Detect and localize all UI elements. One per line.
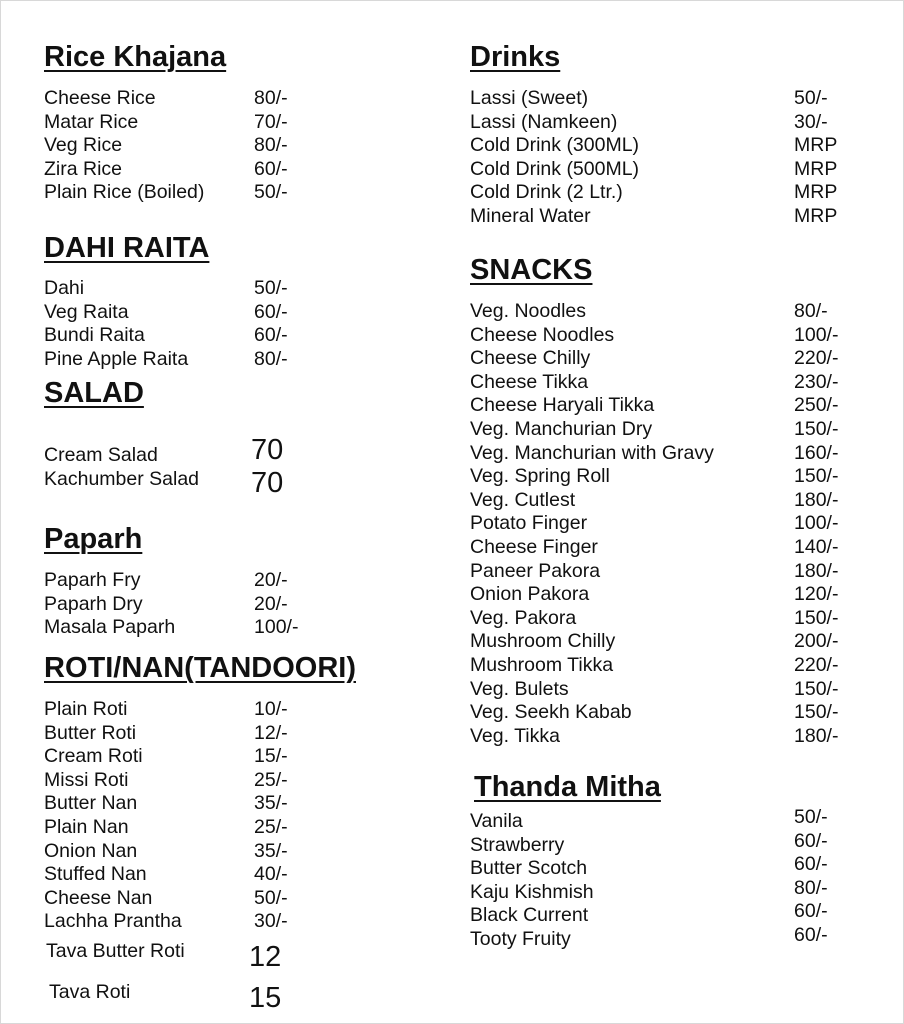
item-price: MRP bbox=[794, 204, 838, 227]
item-name: Veg. Cutlest bbox=[470, 488, 576, 511]
item-name: Veg. Noodles bbox=[470, 300, 587, 322]
item-name: Kaju Kishmish bbox=[470, 880, 594, 903]
item-name: Bundi Raita bbox=[44, 324, 145, 347]
item-price: 15/- bbox=[254, 745, 288, 768]
menu-item bbox=[470, 442, 890, 466]
menu-item bbox=[44, 616, 424, 640]
menu-item bbox=[470, 630, 890, 654]
item-name: Plain Roti bbox=[44, 698, 128, 720]
item-price: 220/- bbox=[794, 347, 839, 370]
section-title: Paparh bbox=[44, 523, 143, 555]
item-price: 70 bbox=[251, 434, 284, 466]
item-price: 50/- bbox=[794, 806, 828, 828]
item-price: MRP bbox=[794, 157, 838, 180]
section-title: ROTI/NAN(TANDOORI) bbox=[44, 652, 356, 684]
menu-item bbox=[470, 158, 890, 182]
menu-item bbox=[470, 324, 890, 348]
item-name: Stuffed Nan bbox=[44, 863, 147, 886]
menu-item bbox=[44, 593, 424, 617]
item-price: 250/- bbox=[794, 394, 839, 417]
section-thanda-mitha bbox=[470, 770, 890, 950]
item-price: 60/- bbox=[794, 829, 828, 852]
menu-item bbox=[470, 418, 890, 442]
item-price: 60/- bbox=[254, 157, 288, 180]
menu-item bbox=[44, 840, 424, 864]
menu-item bbox=[470, 923, 890, 952]
menu-item bbox=[470, 300, 890, 324]
item-name: Paparh Fry bbox=[44, 569, 141, 591]
item-price: 180/- bbox=[794, 559, 839, 582]
item-name: Mushroom Tikka bbox=[470, 653, 614, 676]
item-name: Tava Roti bbox=[49, 980, 131, 1003]
item-name: Veg. Manchurian Dry bbox=[470, 417, 653, 440]
menu-item bbox=[44, 745, 424, 769]
item-name: Cheese Rice bbox=[44, 87, 156, 109]
item-price: 50/- bbox=[794, 87, 828, 109]
item-price: 150/- bbox=[794, 465, 839, 488]
item-name: Paparh Dry bbox=[44, 592, 143, 615]
menu-item bbox=[470, 111, 890, 135]
item-name: Masala Paparh bbox=[44, 616, 176, 639]
section-title: SALAD bbox=[44, 377, 144, 409]
menu-item bbox=[470, 725, 890, 749]
item-name: Missi Roti bbox=[44, 768, 129, 791]
item-price: 160/- bbox=[794, 441, 839, 464]
menu-item bbox=[470, 678, 890, 702]
item-name: Veg. Pakora bbox=[470, 606, 577, 629]
menu-item bbox=[470, 654, 890, 678]
item-price: 40/- bbox=[254, 863, 288, 886]
menu-item bbox=[44, 181, 424, 205]
item-name: Plain Rice (Boiled) bbox=[44, 181, 205, 204]
item-price: 150/- bbox=[794, 701, 839, 724]
menu-item bbox=[44, 87, 424, 111]
item-price: 100/- bbox=[794, 512, 839, 535]
menu-item bbox=[470, 205, 890, 229]
menu-item bbox=[44, 569, 424, 593]
menu-item bbox=[44, 277, 424, 301]
item-name: Butter Nan bbox=[44, 792, 138, 815]
menu-item bbox=[470, 607, 890, 631]
item-price: 150/- bbox=[794, 677, 839, 700]
menu-item bbox=[44, 324, 424, 348]
item-name: Mushroom Chilly bbox=[470, 630, 616, 653]
item-name: Cold Drink (300ML) bbox=[470, 134, 640, 157]
item-name: Onion Pakora bbox=[470, 583, 590, 606]
menu-item bbox=[470, 512, 890, 536]
item-price: 35/- bbox=[254, 839, 288, 862]
item-name: Cheese Noodles bbox=[470, 323, 615, 346]
item-list bbox=[44, 87, 424, 205]
item-price: MRP bbox=[794, 134, 838, 157]
item-name: Plain Nan bbox=[44, 815, 129, 838]
item-price: 230/- bbox=[794, 370, 839, 393]
item-name: Zira Rice bbox=[44, 157, 123, 180]
section-title: Drinks bbox=[470, 41, 561, 73]
item-name: Matar Rice bbox=[44, 110, 139, 133]
menu-item bbox=[44, 975, 424, 1016]
menu-item bbox=[44, 348, 424, 372]
item-price: 60/- bbox=[794, 900, 828, 923]
item-name: Cold Drink (500ML) bbox=[470, 157, 640, 180]
section-paparh bbox=[44, 522, 424, 639]
item-name: Pine Apple Raita bbox=[44, 347, 189, 370]
item-price: 20/- bbox=[254, 592, 288, 615]
item-name: Black Current bbox=[470, 904, 589, 927]
item-name: Dahi bbox=[44, 277, 85, 299]
item-price: 180/- bbox=[794, 488, 839, 511]
item-price: 60/- bbox=[794, 853, 828, 876]
item-price: 80/- bbox=[254, 347, 288, 370]
item-name: Mineral Water bbox=[470, 204, 591, 227]
item-name: Cream Salad bbox=[44, 444, 158, 466]
item-price: MRP bbox=[794, 181, 838, 204]
item-price: 100/- bbox=[254, 616, 299, 639]
item-price: 180/- bbox=[794, 724, 839, 747]
section-title: Rice Khajana bbox=[44, 41, 227, 73]
menu-item bbox=[470, 489, 890, 513]
item-name: Cheese Chilly bbox=[470, 347, 591, 370]
item-list bbox=[44, 698, 424, 1016]
item-price: 70/- bbox=[254, 110, 288, 133]
item-name: Onion Nan bbox=[44, 839, 138, 862]
menu-item bbox=[44, 887, 424, 911]
menu-item bbox=[470, 560, 890, 584]
menu-item bbox=[470, 583, 890, 607]
item-price: 120/- bbox=[794, 583, 839, 606]
item-price: 60/- bbox=[254, 324, 288, 347]
menu-item bbox=[44, 863, 424, 887]
item-name: Veg. Spring Roll bbox=[470, 465, 610, 488]
section-rice bbox=[44, 40, 424, 204]
item-price: 25/- bbox=[254, 768, 288, 791]
item-name: Tooty Fruity bbox=[470, 927, 571, 950]
menu-item bbox=[470, 536, 890, 560]
menu-item bbox=[470, 465, 890, 489]
menu-item bbox=[470, 347, 890, 371]
item-price: 12/- bbox=[254, 721, 288, 744]
menu-item bbox=[44, 698, 424, 722]
section-title: SNACKS bbox=[470, 254, 593, 286]
item-list bbox=[44, 434, 424, 500]
item-name: Cheese Haryali Tikka bbox=[470, 394, 655, 417]
item-price: 30/- bbox=[794, 110, 828, 133]
menu-item bbox=[44, 792, 424, 816]
item-price: 20/- bbox=[254, 569, 288, 591]
section-raita bbox=[44, 231, 424, 370]
menu-item bbox=[44, 301, 424, 325]
section-title: Thanda Mitha bbox=[474, 771, 661, 803]
item-price: 100/- bbox=[794, 323, 839, 346]
item-name: Kachumber Salad bbox=[44, 468, 200, 490]
section-salad bbox=[44, 376, 424, 499]
menu-item bbox=[44, 722, 424, 746]
item-price: 80/- bbox=[254, 134, 288, 157]
item-price: 60/- bbox=[254, 300, 288, 323]
item-name: Lassi (Namkeen) bbox=[470, 110, 618, 133]
section-snacks bbox=[470, 253, 890, 747]
item-price: 35/- bbox=[254, 792, 288, 815]
menu-item bbox=[44, 111, 424, 135]
item-price: 220/- bbox=[794, 653, 839, 676]
menu-item bbox=[44, 816, 424, 840]
item-price: 70 bbox=[251, 467, 284, 499]
item-list bbox=[470, 300, 890, 748]
section-roti bbox=[44, 651, 424, 1014]
item-name: Tava Butter Roti bbox=[46, 939, 185, 962]
item-list bbox=[470, 87, 890, 229]
item-name: Lachha Prantha bbox=[44, 910, 182, 933]
menu-item bbox=[44, 158, 424, 182]
item-name: Veg. Tikka bbox=[470, 724, 560, 747]
item-price: 80/- bbox=[794, 300, 828, 322]
item-name: Lassi (Sweet) bbox=[470, 87, 589, 109]
menu-item bbox=[470, 181, 890, 205]
section-title: DAHI RAITA bbox=[44, 232, 210, 264]
item-list bbox=[44, 277, 424, 371]
item-price: 200/- bbox=[794, 630, 839, 653]
item-price: 25/- bbox=[254, 815, 288, 838]
menu-item bbox=[44, 769, 424, 793]
menu-item bbox=[44, 934, 424, 975]
item-price: 60/- bbox=[794, 923, 828, 946]
menu-item bbox=[44, 467, 424, 500]
item-price: 50/- bbox=[254, 886, 288, 909]
section-drinks bbox=[470, 40, 890, 227]
item-price: 15 bbox=[249, 981, 282, 1014]
item-name: Cheese Nan bbox=[44, 886, 153, 909]
menu-item bbox=[470, 701, 890, 725]
menu-item bbox=[470, 134, 890, 158]
item-name: Potato Finger bbox=[470, 512, 588, 535]
item-price: 140/- bbox=[794, 535, 839, 558]
item-name: Veg. Manchurian with Gravy bbox=[470, 441, 714, 464]
item-name: Veg. Bulets bbox=[470, 677, 569, 700]
item-name: Veg Rice bbox=[44, 134, 123, 157]
item-price: 30/- bbox=[254, 910, 288, 933]
item-name: Cheese Tikka bbox=[470, 370, 589, 393]
item-name: Cold Drink (2 Ltr.) bbox=[470, 181, 623, 204]
item-name: Cheese Finger bbox=[470, 535, 598, 558]
item-list bbox=[470, 806, 890, 952]
menu-item bbox=[44, 134, 424, 158]
item-price: 150/- bbox=[794, 417, 839, 440]
item-name: Strawberry bbox=[470, 833, 565, 856]
item-name: Paneer Pakora bbox=[470, 559, 601, 582]
menu-item bbox=[470, 87, 890, 111]
item-name: Butter Scotch bbox=[470, 857, 588, 880]
item-price: 50/- bbox=[254, 181, 288, 204]
item-name: Veg. Seekh Kabab bbox=[470, 701, 632, 724]
item-price: 10/- bbox=[254, 698, 288, 720]
item-price: 12 bbox=[249, 940, 282, 973]
item-list bbox=[44, 569, 424, 640]
item-price: 50/- bbox=[254, 277, 288, 299]
item-name: Vanila bbox=[470, 810, 523, 832]
item-price: 150/- bbox=[794, 606, 839, 629]
menu-item bbox=[470, 371, 890, 395]
item-price: 80/- bbox=[794, 876, 828, 899]
item-price: 80/- bbox=[254, 87, 288, 109]
item-name: Butter Roti bbox=[44, 721, 137, 744]
item-name: Veg Raita bbox=[44, 300, 129, 323]
item-name: Cream Roti bbox=[44, 745, 143, 768]
menu-item bbox=[470, 394, 890, 418]
